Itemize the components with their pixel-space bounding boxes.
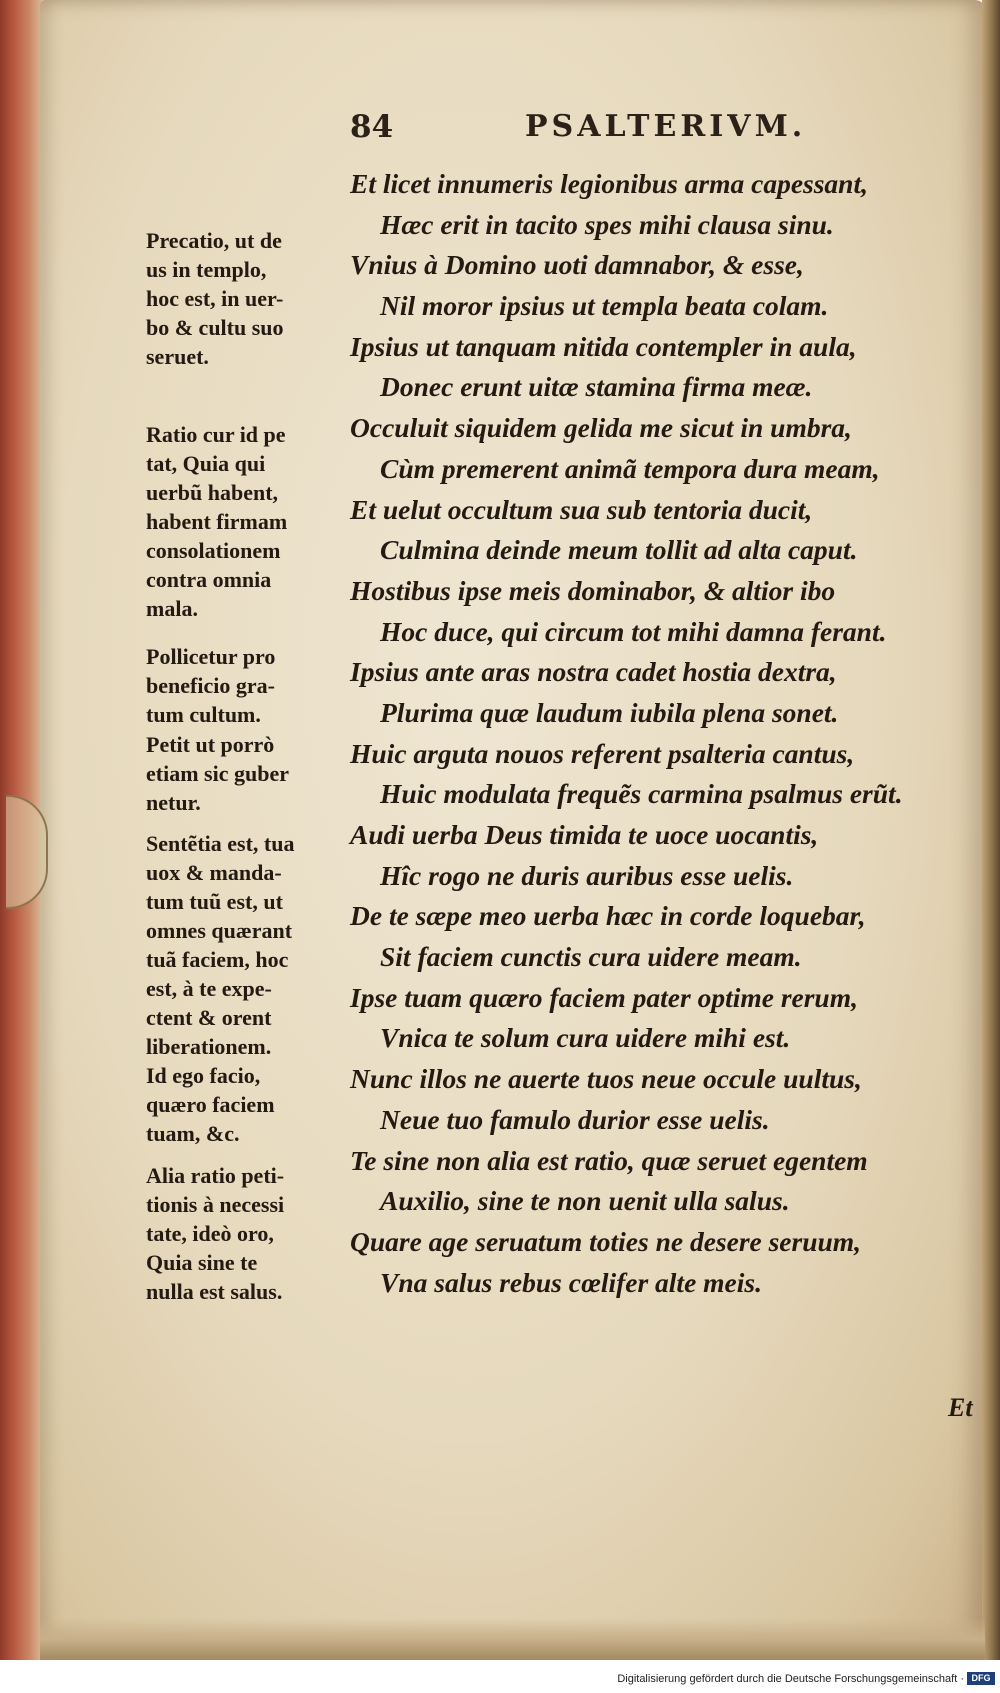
verse-line: Ipsius ut tanquam nitida contempler in aula, (350, 330, 857, 362)
margin-note-sententia (146, 829, 336, 1148)
margin-note-line: beneficio gra- (146, 673, 275, 698)
verse-line: Ipsius ante aras nostra cadet hostia dextra, (350, 656, 837, 688)
margin-note-line: liberationem. (146, 1034, 272, 1059)
dfg-logo-icon: DFG (967, 1672, 995, 1685)
margin-note-line: Pollicetur pro (146, 644, 276, 669)
verse-line: Ipse tuam quæro faciem pater optime rerum, (350, 981, 858, 1013)
margin-note-alia-ratio (146, 1161, 336, 1306)
verse-line: Et licet innumeris legionibus arma capessant, (350, 168, 868, 199)
margin-note-line: tum cultum. (146, 702, 261, 727)
margin-note-line: tate, ideò oro, (146, 1221, 274, 1246)
margin-note-line: etiam sic guber (146, 761, 289, 786)
margin-note-line: Id ego facio, (146, 1063, 261, 1088)
margin-note-line: tum tuũ est, ut (146, 889, 283, 914)
folio-number: 84 (350, 109, 394, 145)
catchword: Et (948, 1393, 973, 1422)
margin-note-line: habent firmam (146, 509, 288, 534)
verse-line: Huic arguta nouos referent psalteria cantus, (350, 737, 855, 769)
verse-line: Hîc rogo ne duris auribus esse uelis. (380, 859, 794, 891)
page-bottom-edge (40, 1618, 985, 1660)
verse-text (350, 164, 980, 1303)
verse-line: Audi uerba Deus timida te uoce uocantis, (350, 819, 819, 850)
margin-note-line: Sentẽtia est, tua (146, 831, 295, 856)
verse-line: Quare age seruatum toties ne desere seruum, (350, 1225, 862, 1257)
margin-note-line: uox & manda- (146, 860, 282, 885)
margin-note-line: seruet. (146, 344, 209, 369)
verse-line: Sit faciem cunctis cura uidere meam. (380, 941, 802, 973)
margin-note-line: us in templo, (146, 257, 267, 282)
margin-note-line: Precatio, ut de (146, 228, 282, 253)
verse-line: De te sæpe meo uerba hæc in corde loquebar, (350, 900, 866, 932)
margin-note-line: consolationem (146, 538, 281, 563)
verse-line: Plurima quæ laudum iubila plena sonet. (380, 696, 839, 728)
verse-line: Te sine non alia est ratio, quæ seruet egentem (350, 1144, 868, 1176)
verse-line: Neue tuo famulo durior esse uelis. (380, 1103, 770, 1135)
verse-line: Hoc duce, qui circum tot mihi damna ferant. (380, 615, 887, 647)
margin-note-line: tuã faciem, hoc (146, 947, 289, 972)
margin-note-line: netur. (146, 790, 201, 815)
verse-line: Et uelut occultum sua sub tentoria ducit, (350, 493, 813, 525)
margin-note-line: mala. (146, 596, 198, 621)
margin-note-line: Quia sine te (146, 1250, 258, 1275)
verse-line: Occuluit siquidem gelida me sicut in umbra, (350, 412, 852, 444)
verse-line: Huic modulata frequẽs carmina psalmus erũt. (380, 778, 903, 810)
margin-note-pollicetur (146, 642, 336, 729)
margin-note-line: uerbũ habent, (146, 480, 279, 505)
margin-note-line: nulla est salus. (146, 1279, 283, 1304)
margin-note-line: contra omnia (146, 567, 272, 592)
margin-note-line: tuam, &c. (146, 1121, 240, 1146)
verse-line: Hæc erit in tacito spes mihi clausa sinu. (380, 208, 834, 240)
margin-note-petit (146, 730, 336, 817)
margin-note-line: tat, Quia qui (146, 451, 266, 476)
page-edge (982, 0, 1000, 1660)
footer-credit: Digitalisierung gefördert durch die Deutsche Forschungsgemeinschaft · (617, 1673, 964, 1685)
margin-note-line: quæro faciem (146, 1092, 275, 1117)
verse-line: Nunc illos ne auerte tuos neue occule uultus, (350, 1063, 862, 1095)
margin-note-line: Ratio cur id pe (146, 422, 286, 447)
margin-note-line: omnes quærant (146, 918, 293, 943)
verse-line: Nil moror ipsius ut templa beata colam. (380, 290, 829, 322)
verse-line: Hostibus ipse meis dominabor, & altior ibo (350, 574, 836, 606)
running-head: PSALTERIVM. (525, 109, 807, 144)
verse-line: Vna salus rebus cœlifer alte meis. (380, 1266, 762, 1298)
margin-note-ratio (146, 420, 336, 623)
margin-note-line: Petit ut porrò (146, 732, 275, 757)
verse-line: Culmina deinde meum tollit ad alta caput. (380, 534, 858, 566)
margin-note-precatio (146, 226, 336, 371)
verse-line: Donec erunt uitæ stamina firma meæ. (380, 371, 813, 403)
margin-note-line: tionis à necessi (146, 1192, 285, 1217)
margin-note-line: bo & cultu suo (146, 315, 284, 340)
verse-line: Vnica te solum cura uidere mihi est. (380, 1022, 791, 1054)
margin-note-line: Alia ratio peti- (146, 1163, 285, 1188)
verse-line: Auxilio, sine te non uenit ulla salus. (380, 1185, 790, 1217)
verse-line: Cùm premerent animã tempora dura meam, (380, 452, 880, 484)
margin-note-line: est, à te expe- (146, 976, 272, 1001)
page-header (340, 105, 840, 155)
margin-note-line: ctent & orent (146, 1005, 272, 1030)
margin-note-line: hoc est, in uer- (146, 286, 284, 311)
verse-line: Vnius à Domino uoti damnabor, & esse, (350, 249, 804, 281)
